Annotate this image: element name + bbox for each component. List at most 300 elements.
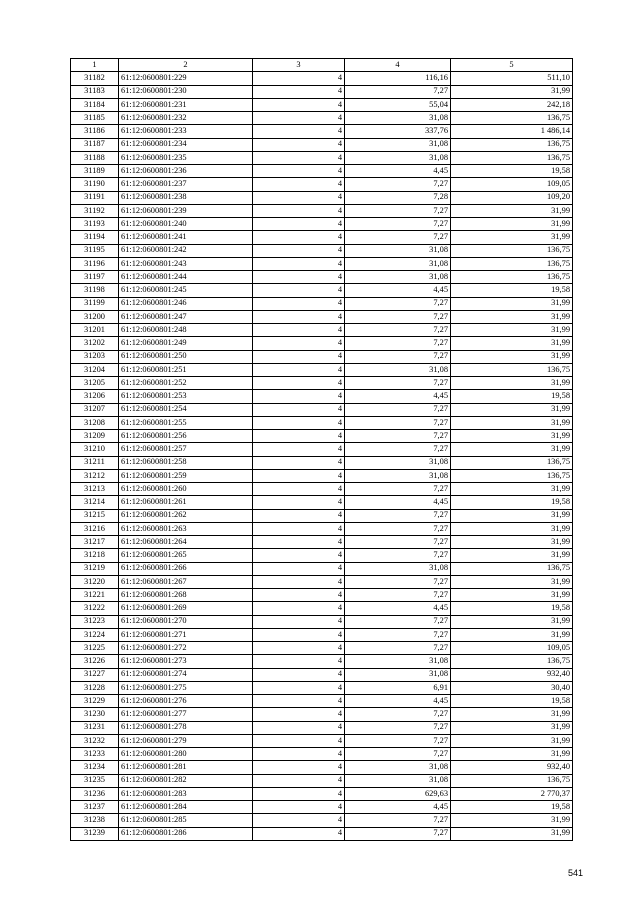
table-cell-col-3: 4 <box>253 271 345 284</box>
table-row <box>71 138 573 151</box>
table-cell-col-1: 31185 <box>71 112 119 125</box>
table-row <box>71 496 573 509</box>
table-cell-col-1: 31206 <box>71 390 119 403</box>
table-cell-col-3: 4 <box>253 681 345 694</box>
table-cell-col-4: 7,28 <box>345 191 451 204</box>
table-cell-col-2: 61:12:0600801:266 <box>119 562 253 575</box>
table-cell-col-5: 19,58 <box>451 801 573 814</box>
table-cell-col-5: 2 770,37 <box>451 787 573 800</box>
table-row <box>71 602 573 615</box>
table-cell-col-3: 4 <box>253 231 345 244</box>
table-cell-col-1: 31219 <box>71 562 119 575</box>
header-cell-3: 3 <box>253 59 345 72</box>
table-row <box>71 787 573 800</box>
table-row <box>71 827 573 840</box>
table-cell-col-4: 7,27 <box>345 310 451 323</box>
table-cell-col-4: 4,45 <box>345 602 451 615</box>
table-cell-col-1: 31210 <box>71 443 119 456</box>
table-cell-col-2: 61:12:0600801:258 <box>119 456 253 469</box>
table-cell-col-5: 31,99 <box>451 377 573 390</box>
table-cell-col-3: 4 <box>253 443 345 456</box>
table-cell-col-1: 31218 <box>71 549 119 562</box>
table-row <box>71 562 573 575</box>
table-cell-col-2: 61:12:0600801:265 <box>119 549 253 562</box>
table-cell-col-4: 4,45 <box>345 390 451 403</box>
table-cell-col-4: 31,08 <box>345 271 451 284</box>
table-cell-col-5: 31,99 <box>451 575 573 588</box>
table-cell-col-2: 61:12:0600801:253 <box>119 390 253 403</box>
table-cell-col-1: 31232 <box>71 734 119 747</box>
table-cell-col-5: 31,99 <box>451 231 573 244</box>
table-cell-col-1: 31215 <box>71 509 119 522</box>
table-cell-col-3: 4 <box>253 244 345 257</box>
table-cell-col-4: 31,08 <box>345 244 451 257</box>
table-cell-col-4: 31,08 <box>345 257 451 270</box>
table-row <box>71 734 573 747</box>
table-row <box>71 575 573 588</box>
table-cell-col-5: 19,58 <box>451 602 573 615</box>
table-cell-col-3: 4 <box>253 191 345 204</box>
table-row <box>71 483 573 496</box>
table-cell-col-2: 61:12:0600801:237 <box>119 178 253 191</box>
table-cell-col-4: 4,45 <box>345 801 451 814</box>
table-cell-col-1: 31231 <box>71 721 119 734</box>
table-cell-col-1: 31182 <box>71 72 119 85</box>
table-cell-col-1: 31207 <box>71 403 119 416</box>
cadastral-table <box>70 58 573 841</box>
table-cell-col-3: 4 <box>253 483 345 496</box>
table-cell-col-2: 61:12:0600801:278 <box>119 721 253 734</box>
table-row <box>71 310 573 323</box>
table-cell-col-3: 4 <box>253 138 345 151</box>
table-cell-col-3: 4 <box>253 257 345 270</box>
table-cell-col-5: 31,99 <box>451 628 573 641</box>
table-cell-col-4: 7,27 <box>345 204 451 217</box>
table-cell-col-1: 31227 <box>71 668 119 681</box>
table-row <box>71 814 573 827</box>
header-cell-1: 1 <box>71 59 119 72</box>
table-cell-col-3: 4 <box>253 734 345 747</box>
table-cell-col-3: 4 <box>253 85 345 98</box>
table-cell-col-4: 4,45 <box>345 496 451 509</box>
table-cell-col-1: 31202 <box>71 337 119 350</box>
table-cell-col-3: 4 <box>253 522 345 535</box>
table-cell-col-1: 31196 <box>71 257 119 270</box>
table-cell-col-1: 31191 <box>71 191 119 204</box>
table-cell-col-2: 61:12:0600801:279 <box>119 734 253 747</box>
table-cell-col-4: 7,27 <box>345 218 451 231</box>
table-cell-col-1: 31187 <box>71 138 119 151</box>
table-cell-col-5: 31,99 <box>451 324 573 337</box>
table-cell-col-4: 7,27 <box>345 628 451 641</box>
table-cell-col-3: 4 <box>253 430 345 443</box>
table-cell-col-2: 61:12:0600801:276 <box>119 695 253 708</box>
table-cell-col-5: 932,40 <box>451 668 573 681</box>
table-row <box>71 85 573 98</box>
table-header <box>71 59 573 72</box>
table-cell-col-5: 31,99 <box>451 297 573 310</box>
table-cell-col-5: 136,75 <box>451 655 573 668</box>
table-cell-col-2: 61:12:0600801:262 <box>119 509 253 522</box>
table-cell-col-2: 61:12:0600801:234 <box>119 138 253 151</box>
table-cell-col-2: 61:12:0600801:281 <box>119 761 253 774</box>
table-cell-col-1: 31220 <box>71 575 119 588</box>
table-cell-col-5: 31,99 <box>451 748 573 761</box>
table-cell-col-5: 136,75 <box>451 138 573 151</box>
table-cell-col-2: 61:12:0600801:260 <box>119 483 253 496</box>
table-cell-col-4: 7,27 <box>345 748 451 761</box>
table-cell-col-1: 31223 <box>71 615 119 628</box>
table-cell-col-5: 109,05 <box>451 642 573 655</box>
table-cell-col-1: 31226 <box>71 655 119 668</box>
table-cell-col-5: 19,58 <box>451 165 573 178</box>
table-cell-col-3: 4 <box>253 469 345 482</box>
table-cell-col-5: 31,99 <box>451 734 573 747</box>
table-cell-col-3: 4 <box>253 575 345 588</box>
table-row <box>71 456 573 469</box>
table-cell-col-1: 31200 <box>71 310 119 323</box>
table-cell-col-4: 55,04 <box>345 98 451 111</box>
table-cell-col-5: 31,99 <box>451 549 573 562</box>
table-row <box>71 271 573 284</box>
table-cell-col-5: 31,99 <box>451 403 573 416</box>
table-row <box>71 363 573 376</box>
table-cell-col-2: 61:12:0600801:235 <box>119 151 253 164</box>
table-cell-col-2: 61:12:0600801:239 <box>119 204 253 217</box>
table-cell-col-3: 4 <box>253 509 345 522</box>
table-cell-col-5: 136,75 <box>451 271 573 284</box>
table-row <box>71 125 573 138</box>
table-cell-col-4: 7,27 <box>345 642 451 655</box>
table-cell-col-3: 4 <box>253 416 345 429</box>
table-cell-col-2: 61:12:0600801:261 <box>119 496 253 509</box>
table-cell-col-5: 31,99 <box>451 536 573 549</box>
table-cell-col-4: 7,27 <box>345 536 451 549</box>
table-cell-col-4: 7,27 <box>345 443 451 456</box>
table-cell-col-1: 31236 <box>71 787 119 800</box>
table-row <box>71 72 573 85</box>
table-row <box>71 151 573 164</box>
table-cell-col-4: 31,08 <box>345 562 451 575</box>
table-cell-col-5: 31,99 <box>451 350 573 363</box>
table-cell-col-3: 4 <box>253 801 345 814</box>
table-cell-col-1: 31228 <box>71 681 119 694</box>
table-cell-col-5: 109,20 <box>451 191 573 204</box>
table-cell-col-4: 7,27 <box>345 377 451 390</box>
table-cell-col-4: 7,27 <box>345 721 451 734</box>
table-cell-col-1: 31234 <box>71 761 119 774</box>
table-cell-col-2: 61:12:0600801:251 <box>119 363 253 376</box>
table-cell-col-5: 1 486,14 <box>451 125 573 138</box>
table-cell-col-4: 7,27 <box>345 483 451 496</box>
table-cell-col-3: 4 <box>253 350 345 363</box>
table-cell-col-3: 4 <box>253 363 345 376</box>
table-row <box>71 98 573 111</box>
table-cell-col-2: 61:12:0600801:263 <box>119 522 253 535</box>
table-cell-col-2: 61:12:0600801:249 <box>119 337 253 350</box>
table-cell-col-5: 109,05 <box>451 178 573 191</box>
table-cell-col-1: 31198 <box>71 284 119 297</box>
table-cell-col-4: 4,45 <box>345 695 451 708</box>
table-cell-col-2: 61:12:0600801:284 <box>119 801 253 814</box>
table-cell-col-2: 61:12:0600801:246 <box>119 297 253 310</box>
table-cell-col-4: 31,08 <box>345 774 451 787</box>
header-cell-5: 5 <box>451 59 573 72</box>
table-cell-col-3: 4 <box>253 324 345 337</box>
table-cell-col-3: 4 <box>253 668 345 681</box>
table-cell-col-4: 31,08 <box>345 151 451 164</box>
table-cell-col-3: 4 <box>253 284 345 297</box>
table-cell-col-1: 31221 <box>71 589 119 602</box>
table-row <box>71 695 573 708</box>
table-cell-col-2: 61:12:0600801:275 <box>119 681 253 694</box>
table-row <box>71 416 573 429</box>
table-cell-col-1: 31186 <box>71 125 119 138</box>
table-row <box>71 165 573 178</box>
table-cell-col-1: 31224 <box>71 628 119 641</box>
table-cell-col-3: 4 <box>253 748 345 761</box>
table-row <box>71 337 573 350</box>
table-cell-col-1: 31208 <box>71 416 119 429</box>
table-cell-col-5: 31,99 <box>451 483 573 496</box>
table-row <box>71 390 573 403</box>
table-cell-col-2: 61:12:0600801:277 <box>119 708 253 721</box>
table-cell-col-5: 136,75 <box>451 151 573 164</box>
table-cell-col-5: 31,99 <box>451 589 573 602</box>
table-row <box>71 509 573 522</box>
table-cell-col-4: 31,08 <box>345 456 451 469</box>
table-row <box>71 655 573 668</box>
table-row <box>71 748 573 761</box>
table-row <box>71 231 573 244</box>
table-row <box>71 801 573 814</box>
table-cell-col-5: 136,75 <box>451 112 573 125</box>
table-cell-col-4: 7,27 <box>345 814 451 827</box>
table-row <box>71 681 573 694</box>
table-cell-col-3: 4 <box>253 562 345 575</box>
header-cell-2: 2 <box>119 59 253 72</box>
table-cell-col-2: 61:12:0600801:270 <box>119 615 253 628</box>
table-cell-col-3: 4 <box>253 204 345 217</box>
table-cell-col-4: 31,08 <box>345 112 451 125</box>
table-cell-col-1: 31239 <box>71 827 119 840</box>
table-cell-col-5: 31,99 <box>451 708 573 721</box>
table-cell-col-5: 19,58 <box>451 390 573 403</box>
table-cell-col-4: 31,08 <box>345 469 451 482</box>
table-cell-col-1: 31233 <box>71 748 119 761</box>
table-cell-col-5: 31,99 <box>451 337 573 350</box>
table-cell-col-2: 61:12:0600801:232 <box>119 112 253 125</box>
table-cell-col-3: 4 <box>253 655 345 668</box>
table-cell-col-1: 31229 <box>71 695 119 708</box>
table-cell-col-4: 629,63 <box>345 787 451 800</box>
table-cell-col-4: 7,27 <box>345 575 451 588</box>
table-cell-col-2: 61:12:0600801:250 <box>119 350 253 363</box>
table-cell-col-3: 4 <box>253 151 345 164</box>
table-cell-col-3: 4 <box>253 297 345 310</box>
table-cell-col-1: 31197 <box>71 271 119 284</box>
table-cell-col-3: 4 <box>253 695 345 708</box>
table-cell-col-2: 61:12:0600801:285 <box>119 814 253 827</box>
table-cell-col-2: 61:12:0600801:257 <box>119 443 253 456</box>
table-cell-col-3: 4 <box>253 721 345 734</box>
table-cell-col-2: 61:12:0600801:248 <box>119 324 253 337</box>
table-cell-col-4: 7,27 <box>345 85 451 98</box>
table-cell-col-1: 31199 <box>71 297 119 310</box>
table-cell-col-3: 4 <box>253 642 345 655</box>
table-cell-col-1: 31217 <box>71 536 119 549</box>
table-cell-col-5: 136,75 <box>451 774 573 787</box>
table-cell-col-5: 31,99 <box>451 615 573 628</box>
table-cell-col-2: 61:12:0600801:282 <box>119 774 253 787</box>
table-row <box>71 615 573 628</box>
table-cell-col-4: 116,16 <box>345 72 451 85</box>
table-cell-col-1: 31230 <box>71 708 119 721</box>
table-cell-col-5: 511,10 <box>451 72 573 85</box>
table-cell-col-3: 4 <box>253 761 345 774</box>
table-cell-col-4: 7,27 <box>345 178 451 191</box>
table-cell-col-5: 932,40 <box>451 761 573 774</box>
header-row <box>71 59 573 72</box>
header-cell-4: 4 <box>345 59 451 72</box>
table-cell-col-5: 136,75 <box>451 456 573 469</box>
table-cell-col-4: 7,27 <box>345 708 451 721</box>
table-row <box>71 178 573 191</box>
table-cell-col-2: 61:12:0600801:242 <box>119 244 253 257</box>
table-cell-col-3: 4 <box>253 310 345 323</box>
table-cell-col-2: 61:12:0600801:244 <box>119 271 253 284</box>
table-row <box>71 204 573 217</box>
table-cell-col-2: 61:12:0600801:241 <box>119 231 253 244</box>
table-cell-col-2: 61:12:0600801:255 <box>119 416 253 429</box>
table-cell-col-4: 337,76 <box>345 125 451 138</box>
table-row <box>71 112 573 125</box>
table-cell-col-4: 7,27 <box>345 416 451 429</box>
table-body <box>71 72 573 841</box>
table-cell-col-1: 31216 <box>71 522 119 535</box>
table-cell-col-5: 31,99 <box>451 85 573 98</box>
table-cell-col-5: 31,99 <box>451 416 573 429</box>
table-cell-col-4: 6,91 <box>345 681 451 694</box>
table-cell-col-3: 4 <box>253 125 345 138</box>
table-row <box>71 324 573 337</box>
table-cell-col-5: 30,40 <box>451 681 573 694</box>
page-number: 541 <box>567 868 583 878</box>
table-cell-col-1: 31189 <box>71 165 119 178</box>
table-cell-col-1: 31190 <box>71 178 119 191</box>
table-cell-col-1: 31204 <box>71 363 119 376</box>
table-cell-col-1: 31225 <box>71 642 119 655</box>
table-row <box>71 642 573 655</box>
table-cell-col-2: 61:12:0600801:243 <box>119 257 253 270</box>
table-cell-col-1: 31214 <box>71 496 119 509</box>
table-cell-col-1: 31205 <box>71 377 119 390</box>
table-cell-col-5: 31,99 <box>451 509 573 522</box>
table-cell-col-1: 31203 <box>71 350 119 363</box>
table-row <box>71 430 573 443</box>
table-row <box>71 589 573 602</box>
table-cell-col-3: 4 <box>253 178 345 191</box>
table-cell-col-5: 19,58 <box>451 496 573 509</box>
table-cell-col-2: 61:12:0600801:268 <box>119 589 253 602</box>
table-cell-col-1: 31194 <box>71 231 119 244</box>
table-cell-col-3: 4 <box>253 628 345 641</box>
table-row <box>71 350 573 363</box>
table-cell-col-3: 4 <box>253 377 345 390</box>
table-row <box>71 244 573 257</box>
table-cell-col-4: 7,27 <box>345 522 451 535</box>
table-cell-col-4: 7,27 <box>345 337 451 350</box>
table-cell-col-4: 7,27 <box>345 430 451 443</box>
table-cell-col-5: 31,99 <box>451 443 573 456</box>
table-cell-col-3: 4 <box>253 708 345 721</box>
table-cell-col-4: 31,08 <box>345 138 451 151</box>
table-cell-col-1: 31192 <box>71 204 119 217</box>
table-cell-col-2: 61:12:0600801:240 <box>119 218 253 231</box>
table-cell-col-5: 136,75 <box>451 257 573 270</box>
table-cell-col-2: 61:12:0600801:247 <box>119 310 253 323</box>
table-row <box>71 708 573 721</box>
table-cell-col-2: 61:12:0600801:264 <box>119 536 253 549</box>
table-row <box>71 522 573 535</box>
table-cell-col-2: 61:12:0600801:283 <box>119 787 253 800</box>
table-cell-col-2: 61:12:0600801:269 <box>119 602 253 615</box>
table-cell-col-5: 242,18 <box>451 98 573 111</box>
table-cell-col-5: 31,99 <box>451 522 573 535</box>
table-cell-col-5: 136,75 <box>451 469 573 482</box>
table-cell-col-2: 61:12:0600801:271 <box>119 628 253 641</box>
table-row <box>71 443 573 456</box>
table-cell-col-5: 136,75 <box>451 562 573 575</box>
table-cell-col-5: 31,99 <box>451 721 573 734</box>
table-cell-col-3: 4 <box>253 549 345 562</box>
table-cell-col-5: 136,75 <box>451 363 573 376</box>
table-cell-col-1: 31201 <box>71 324 119 337</box>
table-cell-col-3: 4 <box>253 602 345 615</box>
table-row <box>71 297 573 310</box>
table-cell-col-3: 4 <box>253 827 345 840</box>
table-row <box>71 191 573 204</box>
table-cell-col-2: 61:12:0600801:256 <box>119 430 253 443</box>
table-cell-col-3: 4 <box>253 390 345 403</box>
table-cell-col-5: 31,99 <box>451 204 573 217</box>
table-cell-col-4: 7,27 <box>345 403 451 416</box>
table-cell-col-2: 61:12:0600801:230 <box>119 85 253 98</box>
table-cell-col-4: 7,27 <box>345 615 451 628</box>
table-row <box>71 721 573 734</box>
table-cell-col-3: 4 <box>253 496 345 509</box>
table-cell-col-2: 61:12:0600801:238 <box>119 191 253 204</box>
table-cell-col-3: 4 <box>253 814 345 827</box>
table-cell-col-4: 31,08 <box>345 668 451 681</box>
table-cell-col-3: 4 <box>253 774 345 787</box>
table-row <box>71 549 573 562</box>
table-row <box>71 284 573 297</box>
table-cell-col-4: 4,45 <box>345 165 451 178</box>
table-cell-col-4: 7,27 <box>345 324 451 337</box>
table-cell-col-2: 61:12:0600801:273 <box>119 655 253 668</box>
table-cell-col-1: 31222 <box>71 602 119 615</box>
table-row <box>71 218 573 231</box>
table-cell-col-3: 4 <box>253 337 345 350</box>
table-cell-col-1: 31211 <box>71 456 119 469</box>
table-cell-col-3: 4 <box>253 615 345 628</box>
table-row <box>71 257 573 270</box>
table-cell-col-4: 31,08 <box>345 761 451 774</box>
table-cell-col-5: 19,58 <box>451 695 573 708</box>
table-cell-col-3: 4 <box>253 589 345 602</box>
table-row <box>71 536 573 549</box>
